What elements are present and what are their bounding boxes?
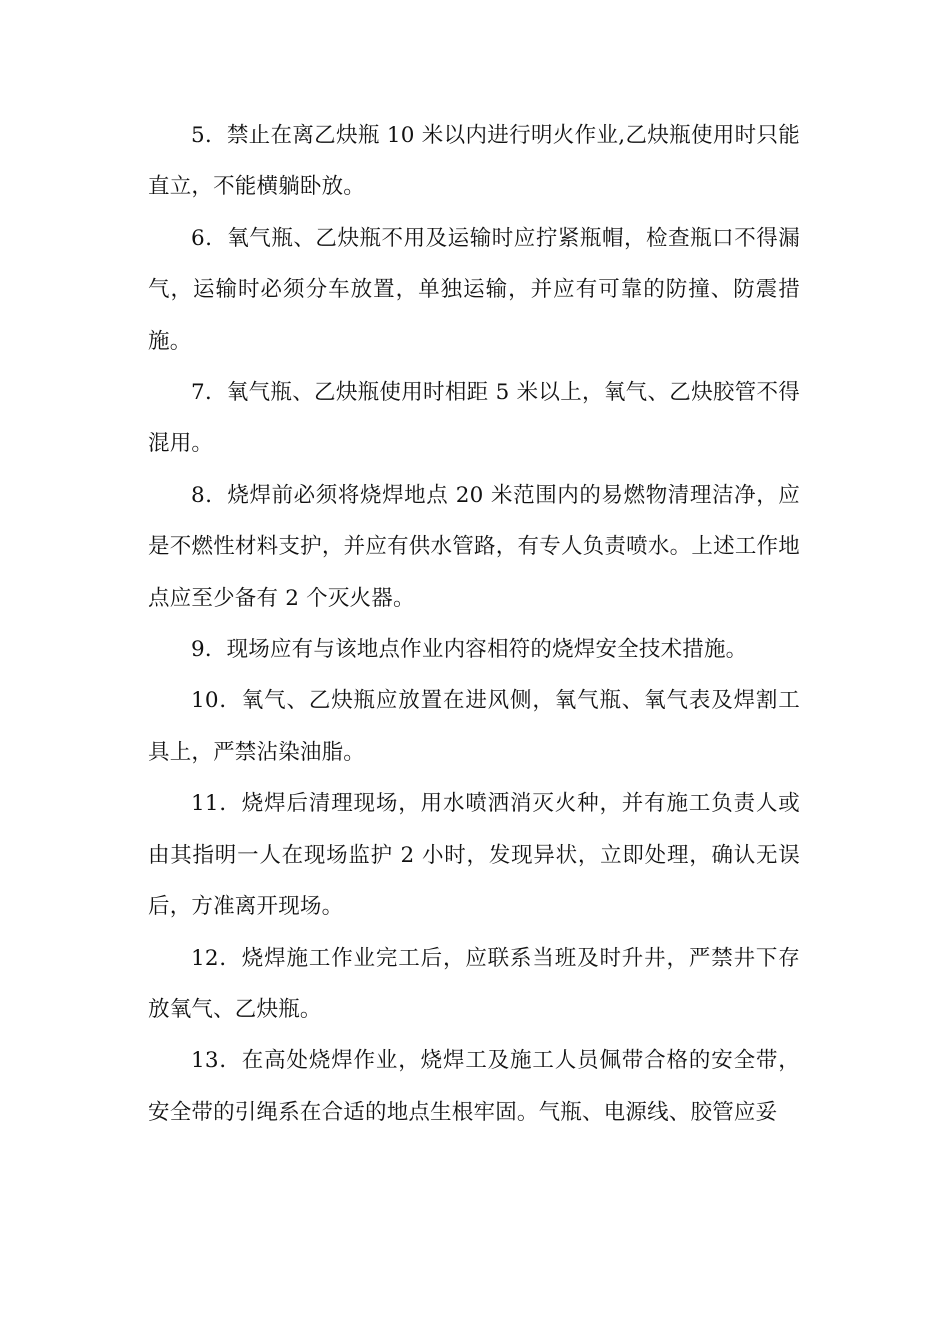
paragraph-item-9: 9．现场应有与该地点作业内容相符的烧焊安全技术措施。 xyxy=(191,637,748,663)
paragraph-item-6: 6．氧气瓶、乙炔瓶不用及运输时应拧紧瓶帽，检查瓶口不得漏气，运输时必须分车放置，单独运输，并应有可靠的防撞、防震措施。 xyxy=(148,225,800,354)
paragraph-item-7: 7．氧气瓶、乙炔瓶使用时相距 5 米以上，氧气、乙炔胶管不得混用。 xyxy=(148,380,800,457)
paragraph-item-10: 10．氧气、乙炔瓶应放置在进风侧，氧气瓶、氧气表及焊割工具上，严禁沾染油脂。 xyxy=(148,688,800,765)
paragraph-item-13: 13．在高处烧焊作业，烧焊工及施工人员佩带合格的安全带，安全带的引绳系在合适的地点生根牢固。气瓶、电源线、胶管应妥 xyxy=(148,1048,800,1125)
paragraph-item-5: 5．禁止在离乙炔瓶 10 米以内进行明火作业,乙炔瓶使用时只能直立，不能横躺卧放。 xyxy=(148,123,800,200)
paragraph-item-8: 8．烧焊前必须将烧焊地点 20 米范围内的易燃物清理洁净，应是不燃性材料支护，并应有供水管路，有专人负责喷水。上述工作地点应至少备有 2 个灭火器。 xyxy=(148,482,800,611)
paragraph-item-12: 12．烧焊施工作业完工后，应联系当班及时升井，严禁井下存放氧气、乙炔瓶。 xyxy=(148,945,800,1022)
paragraph-item-11: 11．烧焊后清理现场，用水喷洒消灭火种，并有施工负责人或由其指明一人在现场监护 2 小时，发现异状，立即处理，确认无误后，方准离开现场。 xyxy=(148,791,800,920)
document-page xyxy=(148,110,800,1138)
